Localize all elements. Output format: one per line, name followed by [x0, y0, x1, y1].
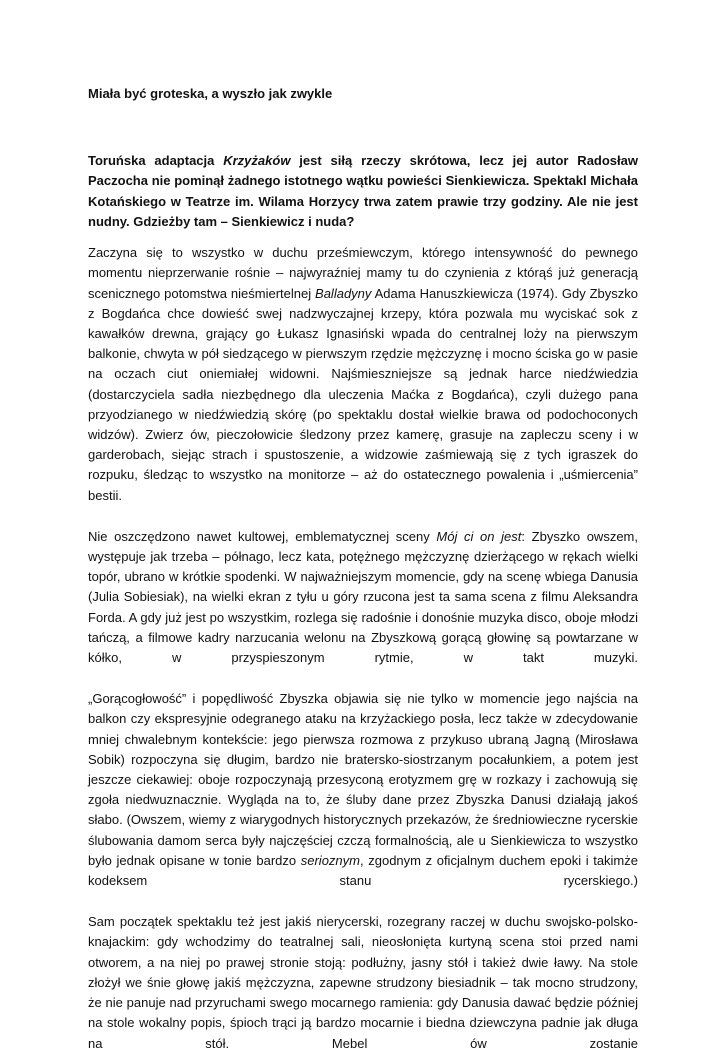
lead-text-2: jest siłą rzeczy skrótowa, lecz jej autor Radosław Paczocha nie pominął żadnego istotnego wątku powieści Sienkiewicza. Spektakl Michała Kotańskiego w Teatrze im. Wilama Horzycy trwa zatem prawie trzy godziny. Ale nie jest nudny. Gdzieżby tam – Sienkiewicz i nuda? [88, 153, 638, 229]
paragraph-1 [88, 243, 638, 506]
paragraph-4-text: Sam początek spektaklu też jest jakiś nierycerski, rozegrany raczej w duchu swojsko-polsko-knajackim: gdy wchodzimy do teatralnej sali, nieosłonięta kurtyną scena stoi przed nami otworem, a na niej po prawej stronie stoją: podłużny, jasny stół i takież dwie ławy. Na stole złożył we śnie głowę jakiś mężczyzna, zapewne strudzony biesiadnik – tak mocno strudzony, że nie panuje nad przyruchami swego mocarnego ramienia: gdy Danusia dawać będzie później na stole wokalny popis, śpioch trąci ją bardzo mocarnie i biedna dziewczyna padnie jak długa na stół. Mebel ów zostanie [88, 914, 638, 1051]
article-title: Miała być groteska, a wyszło jak zwykle [88, 86, 333, 101]
paragraph-2-italic: Mój ci on jest [436, 528, 522, 544]
article-lead [88, 151, 638, 232]
document-page [88, 84, 638, 1054]
paragraph-2-text-1: Nie oszczędzono nawet kultowej, emblematycznej sceny [88, 528, 437, 544]
paragraph-3-text-2: , zgodnym z oficjalnym duchem epoki i takimże kodeksem stanu rycerskiego.) [88, 852, 638, 889]
lead-text-1: Toruńska adaptacja [88, 153, 224, 168]
paragraph-1-italic: Balladyny [315, 285, 372, 301]
paragraph-2 [88, 527, 638, 668]
paragraph-1-text-2: Adama Hanuszkiewicza (1974). Gdy Zbyszko z Bogdańca chce dowieść swej nadzwyczajnej krzepy, która pozwala mu wyciskać sok z kawałków drewna, grający go Łukasz Ignasiński wpada do centralnej loży na pierwszym balkonie, chwyta w pół siedzącego w pierwszym rzędzie mężczyznę i mocno ściska go w pasie na oczach ciut oniemiałej widowni. Najśmieszniejsze są jednak harce niedźwiedzia (dostarczyciela sadła niezbędnego dla uleczenia Maćka z Bogdańca), czyli dużego pana przyodzianego w niedźwiedzią skórę (po spektaklu dostał wielkie brawa od podochoconych widzów). Zwierz ów, pieczołowicie śledzony przez kamerę, grasuje na zapleczu sceny i w garderobach, siejąc strach i spustoszenie, a widzowie zaśmiewają się z tych igraszek do rozpuku, śledząc to wszystko na monitorze – aż do ostatecznego powalenia i „uśmiercenia” bestii. [88, 285, 638, 503]
lead-italic-title: Krzyżaków [223, 153, 291, 168]
paragraph-3-text-1: „Gorącogłowość” i popędliwość Zbyszka objawia się nie tylko w momencie jego najścia na balkon czy ekspresyjnie odegranego ataku na krzyżackiego posła, lecz także w zdecydowanie mniej chwalebnym kontekście: jego pierwsza rozmowa z przykuso ubraną Jagną (Mirosława Sobik) rozpoczyna się długim, bardzo nie bratersko-siostrzanym pocałunkiem, a potem jest jeszcze ciekawiej: oboje rozpoczynają przesyconą erotyzmem grę w rozkazy i zachowują się zgoła niedwuznacznie. Wygląda na to, że śluby dane przez Zbyszka Danusi działają jakoś słabo. (Owszem, wiemy z wiarygodnych historycznych przekazów, że średniowieczne rycerskie ślubowania damom serca były najczęściej czczą formalnością, ale u Sienkiewicza to wszystko było jednak opisane w tonie bardzo [88, 691, 638, 868]
paragraph-2-text-2: : Zbyszko owszem, występuje jak trzeba – półnago, lecz kata, potężnego mężczyznę dzierżącego w rękach wielki topór, ubrano w krótkie spodenki. W najważniejszym momencie, gdy na scenę wbiega Danusia (Julia Sobiesiak), na wielki ekran z tyłu u góry rzucona jest ta sama scena z filmu Aleksandra Forda. A gdy już jest po wszystkim, rozlega się radośnie i donośnie muzyka disco, oboje młodzi tańczą, a filmowe kadry narzucania welonu na Zbyszkową gorącą głowinę są powtarzane w kółko, w przyspieszonym rytmie, w takt muzyki. [88, 528, 638, 666]
paragraph-3 [88, 689, 638, 891]
paragraph-3-italic: serioznym [300, 852, 360, 868]
paragraph-4 [88, 912, 638, 1053]
paragraph-1-text-1: Zaczyna się to wszystko w duchu prześmiewczym, którego intensywność do pewnego momentu nieprzerwanie rośnie – najwyraźniej mamy tu do czynienia z którąś już generacją scenicznego potomstwa nieśmiertelnej [88, 245, 638, 301]
